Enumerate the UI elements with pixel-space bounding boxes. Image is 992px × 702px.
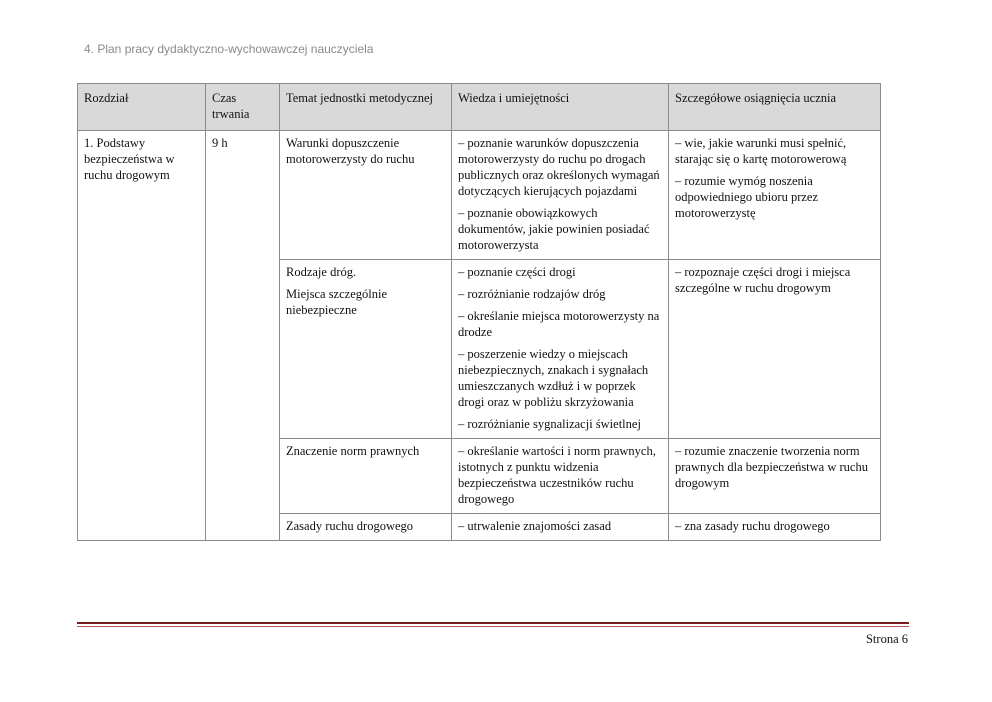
knowledge-cell bbox=[452, 514, 669, 541]
achievement-item: – rozumie wymóg noszenia odpowiedniego ubioru przez motorowerzystę bbox=[675, 174, 819, 220]
table-header-row bbox=[78, 84, 881, 131]
achievement-item: – rozumie znaczenie tworzenia norm prawnych dla bezpieczeństwa w ruchu drogowym bbox=[675, 444, 868, 490]
knowledge-cell bbox=[452, 439, 669, 514]
topic-text: Warunki dopuszczenie motorowerzysty do ruchu bbox=[286, 136, 415, 166]
topic-text: Rodzaje dróg. bbox=[286, 265, 357, 279]
column-header-achievements: Szczegółowe osiągnięcia ucznia bbox=[669, 84, 881, 131]
knowledge-cell bbox=[452, 131, 669, 260]
lesson-plan-table bbox=[77, 83, 881, 541]
knowledge-item: – rozróżnianie sygnalizacji świetlnej bbox=[458, 417, 641, 431]
topic-text: Zasady ruchu drogowego bbox=[286, 519, 414, 533]
topic-cell bbox=[280, 131, 452, 260]
knowledge-item: – poszerzenie wiedzy o miejscach niebezpiecznych, znakach i sygnałach umieszczanych wzdłuż i w poprzek drogi oraz w pobliżu skrzyżowania bbox=[458, 347, 649, 409]
chapter-cell: 1. Podstawy bezpieczeństwa w ruchu drogowym bbox=[78, 131, 206, 541]
achievement-item: – rozpoznaje części drogi i miejsca szczególne w ruchu drogowym bbox=[675, 265, 851, 295]
knowledge-item: – utrwalenie znajomości zasad bbox=[458, 519, 612, 533]
topic-cell bbox=[280, 514, 452, 541]
topic-text: Miejsca szczególnie niebezpieczne bbox=[286, 287, 387, 317]
footer-rule bbox=[77, 622, 909, 624]
achievement-item: – zna zasady ruchu drogowego bbox=[675, 519, 830, 533]
running-header: 4. Plan pracy dydaktyczno-wychowawczej nauczyciela bbox=[84, 42, 374, 56]
column-header-chapter: Rozdział bbox=[78, 84, 206, 131]
topic-cell bbox=[280, 260, 452, 439]
column-header-duration: Czas trwania bbox=[206, 84, 280, 131]
achievements-cell bbox=[669, 260, 881, 439]
column-header-knowledge: Wiedza i umiejętności bbox=[452, 84, 669, 131]
footer-rule-thin bbox=[77, 626, 909, 627]
topic-text: Znaczenie norm prawnych bbox=[286, 444, 420, 458]
knowledge-item: – określanie miejsca motorowerzysty na drodze bbox=[458, 309, 660, 339]
table-row bbox=[78, 131, 881, 260]
achievements-cell bbox=[669, 514, 881, 541]
page-number: Strona 6 bbox=[865, 632, 908, 646]
topic-cell bbox=[280, 439, 452, 514]
achievements-cell bbox=[669, 131, 881, 260]
achievement-item: – wie, jakie warunki musi spełnić, starając się o kartę motorowerową bbox=[675, 136, 847, 166]
column-header-topic: Temat jednostki metodycznej bbox=[280, 84, 452, 131]
knowledge-item: – poznanie warunków dopuszczenia motorowerzysty do ruchu po drogach publicznych oraz określonych wymagań dotyczących kierujących pojazdami bbox=[458, 136, 660, 198]
achievements-cell bbox=[669, 439, 881, 514]
knowledge-item: – rozróżnianie rodzajów dróg bbox=[458, 287, 606, 301]
knowledge-item: – poznanie części drogi bbox=[458, 265, 576, 279]
knowledge-item: – określanie wartości i norm prawnych, istotnych z punktu widzenia bezpieczeństwa uczestników ruchu drogowego bbox=[458, 444, 656, 506]
knowledge-item: – poznanie obowiązkowych dokumentów, jakie powinien posiadać motorowerzysta bbox=[458, 206, 650, 252]
duration-cell: 9 h bbox=[206, 131, 280, 541]
knowledge-cell bbox=[452, 260, 669, 439]
